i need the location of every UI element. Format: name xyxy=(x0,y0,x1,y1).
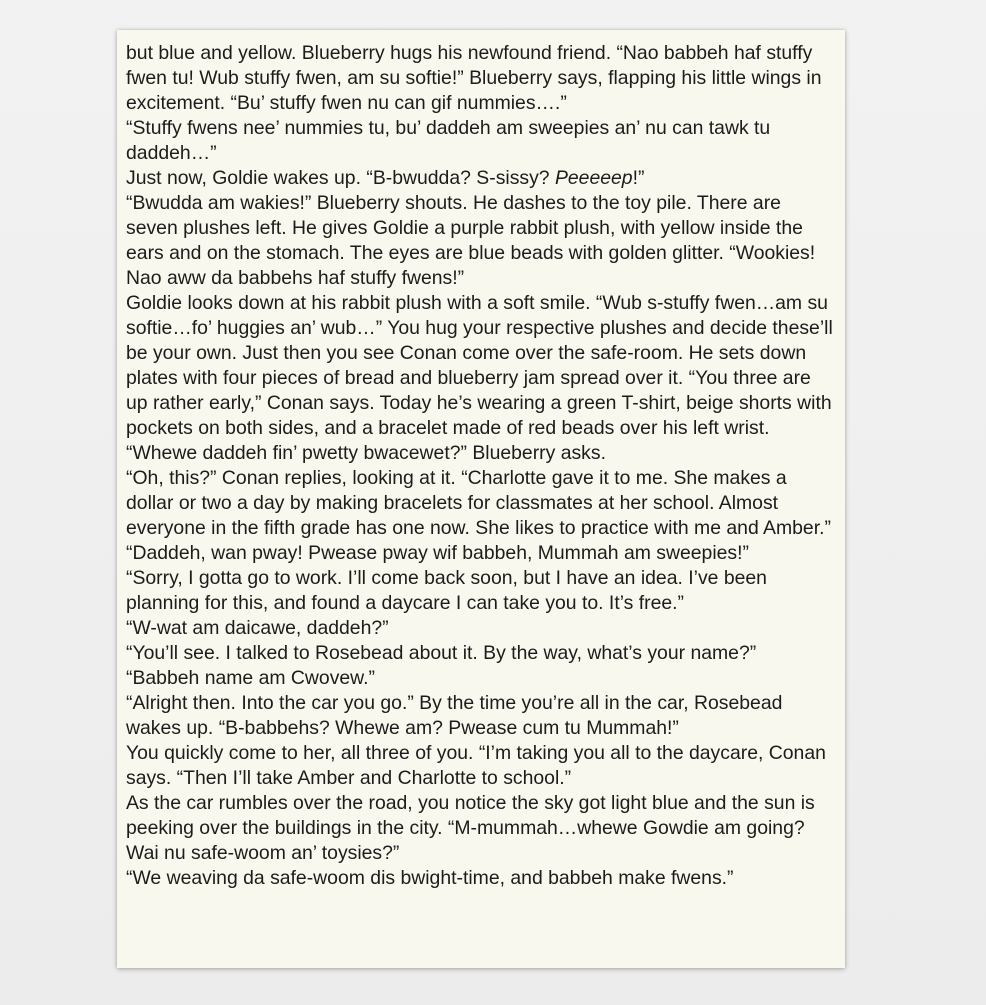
paragraph-16: “We weaving da safe-woom dis bwight-time, and babbeh make fwens.” xyxy=(126,867,734,889)
paragraph-4: “Bwudda am wakies!” Blueberry shouts. He dashes to the toy pile. There are seven plushes left. He gives Goldie a purple rabbit plush, with yellow inside the ears and on the stomach. The eyes are blue beads with golden glitter. “Wookies! Nao aww da babbehs haf stuffy fwens!” xyxy=(126,192,816,289)
paragraph-13: “Alright then. Into the car you go.” By the time you’re all in the car, Rosebead wakes up. “B-babbehs? Whewe am? Pwease cum tu Mummah!” xyxy=(126,692,783,739)
paragraph-2: “Stuffy fwens nee’ nummies tu, bu’ daddeh am sweepies an’ nu can tawk tu daddeh…” xyxy=(126,117,771,164)
paragraph-3-start: Just now, Goldie wakes up. “B-bwudda? S-sissy? xyxy=(126,167,555,189)
paragraph-7: “Oh, this?” Conan replies, looking at it. “Charlotte gave it to me. She makes a dollar or two a day by making bracelets for classmates at her school. Almost everyone in the fifth grade has one now. She likes to practice with me and Amber.” xyxy=(126,467,831,539)
document-page xyxy=(117,30,845,968)
paragraph-5: Goldie looks down at his rabbit plush with a soft smile. “Wub s-stuffy fwen…am su softie…fo’ huggies an’ wub…” You hug your respective plushes and decide these’ll be your own. Just then you see Conan come over the safe-room. He sets down plates with four pieces of bread and blueberry jam spread over it. “You three are up rather early,” Conan says. Today he’s wearing a green T-shirt, beige shorts with pockets on both sides, and a bracelet made of red beads over his left wrist. xyxy=(126,292,833,439)
paragraph-12: “Babbeh name am Cwovew.” xyxy=(126,667,375,689)
paragraph-3-emphasis: Peeeeep xyxy=(554,167,633,189)
paragraph-8: “Daddeh, wan pway! Pwease pway wif babbeh, Mummah am sweepies!” xyxy=(126,542,749,564)
paragraph-3-end: !” xyxy=(632,167,645,189)
paragraph-6: “Whewe daddeh fin’ pwetty bwacewet?” Blueberry asks. xyxy=(126,442,606,464)
paragraph-3 xyxy=(126,166,837,191)
paragraph-10: “W-wat am daicawe, daddeh?” xyxy=(126,617,389,639)
paragraph-14: You quickly come to her, all three of you. “I’m taking you all to the daycare, Conan says. “Then I’ll take Amber and Charlotte to school.” xyxy=(126,742,826,789)
paragraph-15: As the car rumbles over the road, you notice the sky got light blue and the sun is peeking over the buildings in the city. “M-mummah…whewe Gowdie am going? Wai nu safe-woom an’ toysies?” xyxy=(126,792,815,864)
paragraph-1: but blue and yellow. Blueberry hugs his newfound friend. “Nao babbeh haf stuffy fwen tu! Wub stuffy fwen, am su softie!” Blueberry says, flapping his little wings in excitement. “Bu’ stuffy fwen nu can gif nummies….” xyxy=(126,42,822,114)
paragraph-11: “You’ll see. I talked to Rosebead about it. By the way, what’s your name?” xyxy=(126,642,757,664)
paragraph-9: “Sorry, I gotta go to work. I’ll come back soon, but I have an idea. I’ve been planning for this, and found a daycare I can take you to. It’s free.” xyxy=(126,567,767,614)
